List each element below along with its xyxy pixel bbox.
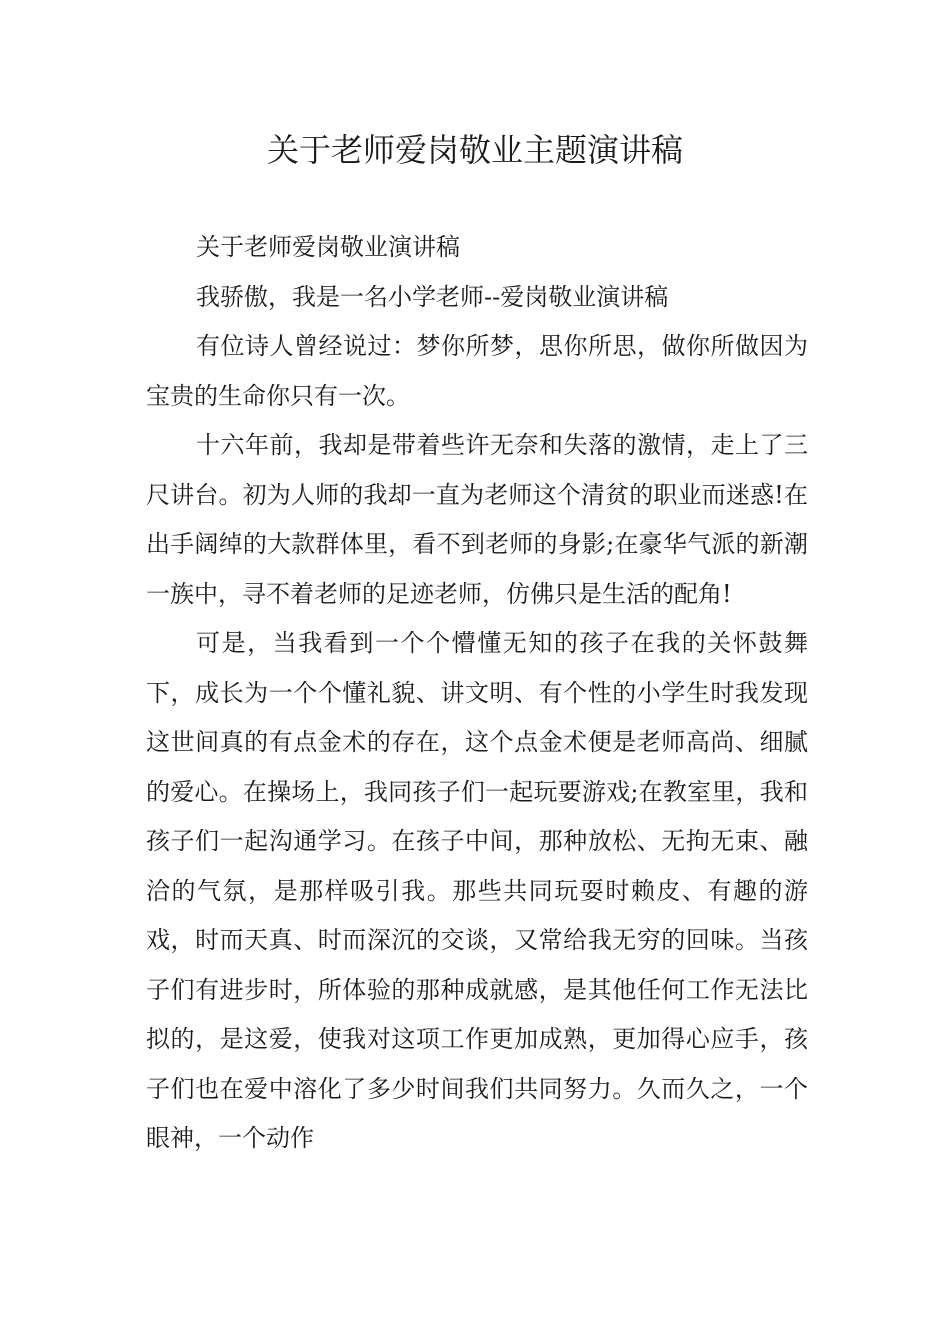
document-title: 关于老师爱岗敬业主题演讲稿 (266, 131, 683, 169)
paragraph-subtitle: 关于老师爱岗敬业演讲稿 (196, 233, 460, 261)
paragraph-quote: 有位诗人曾经说过：梦你所梦，思你所思，做你所做因为宝贵的生命你只有一次。 (146, 332, 808, 410)
paragraph-sixteen-years: 十六年前，我却是带着些许无奈和失落的激情，走上了三尺讲台。初为人师的我却一直为老师这个清贫的职业而迷惑!在出手阔绰的大款群体里，看不到老师的身影;在豪华气派的新潮一族中，寻不着老师的足迹老师，仿佛只是生活的配角! (146, 431, 808, 608)
paragraph-heading: 我骄傲，我是一名小学老师--爱岗敬业演讲稿 (196, 282, 669, 311)
document-body (146, 223, 808, 1164)
paragraph-children: 可是，当我看到一个个懵懂无知的孩子在我的关怀鼓舞下，成长为一个个懂礼貌、讲文明、有个性的小学生时我发现这世间真的有点金术的存在，这个点金术便是老师高尚、细腻的爱心。在操场上，我同孩子们一起玩要游戏;在教室里，我和孩子们一起沟通学习。在孩子中间，那种放松、无拘无束、融洽的气氛，是那样吸引我。那些共同玩耍时赖皮、有趣的游戏，时而天真、时而深沉的交谈，又常给我无穷的回味。当孩子们有进步时，所体验的那种成就感，是其他任何工作无法比拟的，是这爱，使我对这项工作更加成熟，更加得心应手，孩子们也在爱中溶化了多少时间我们共同努力。久而久之，一个眼神，一个动作 (146, 629, 808, 1152)
